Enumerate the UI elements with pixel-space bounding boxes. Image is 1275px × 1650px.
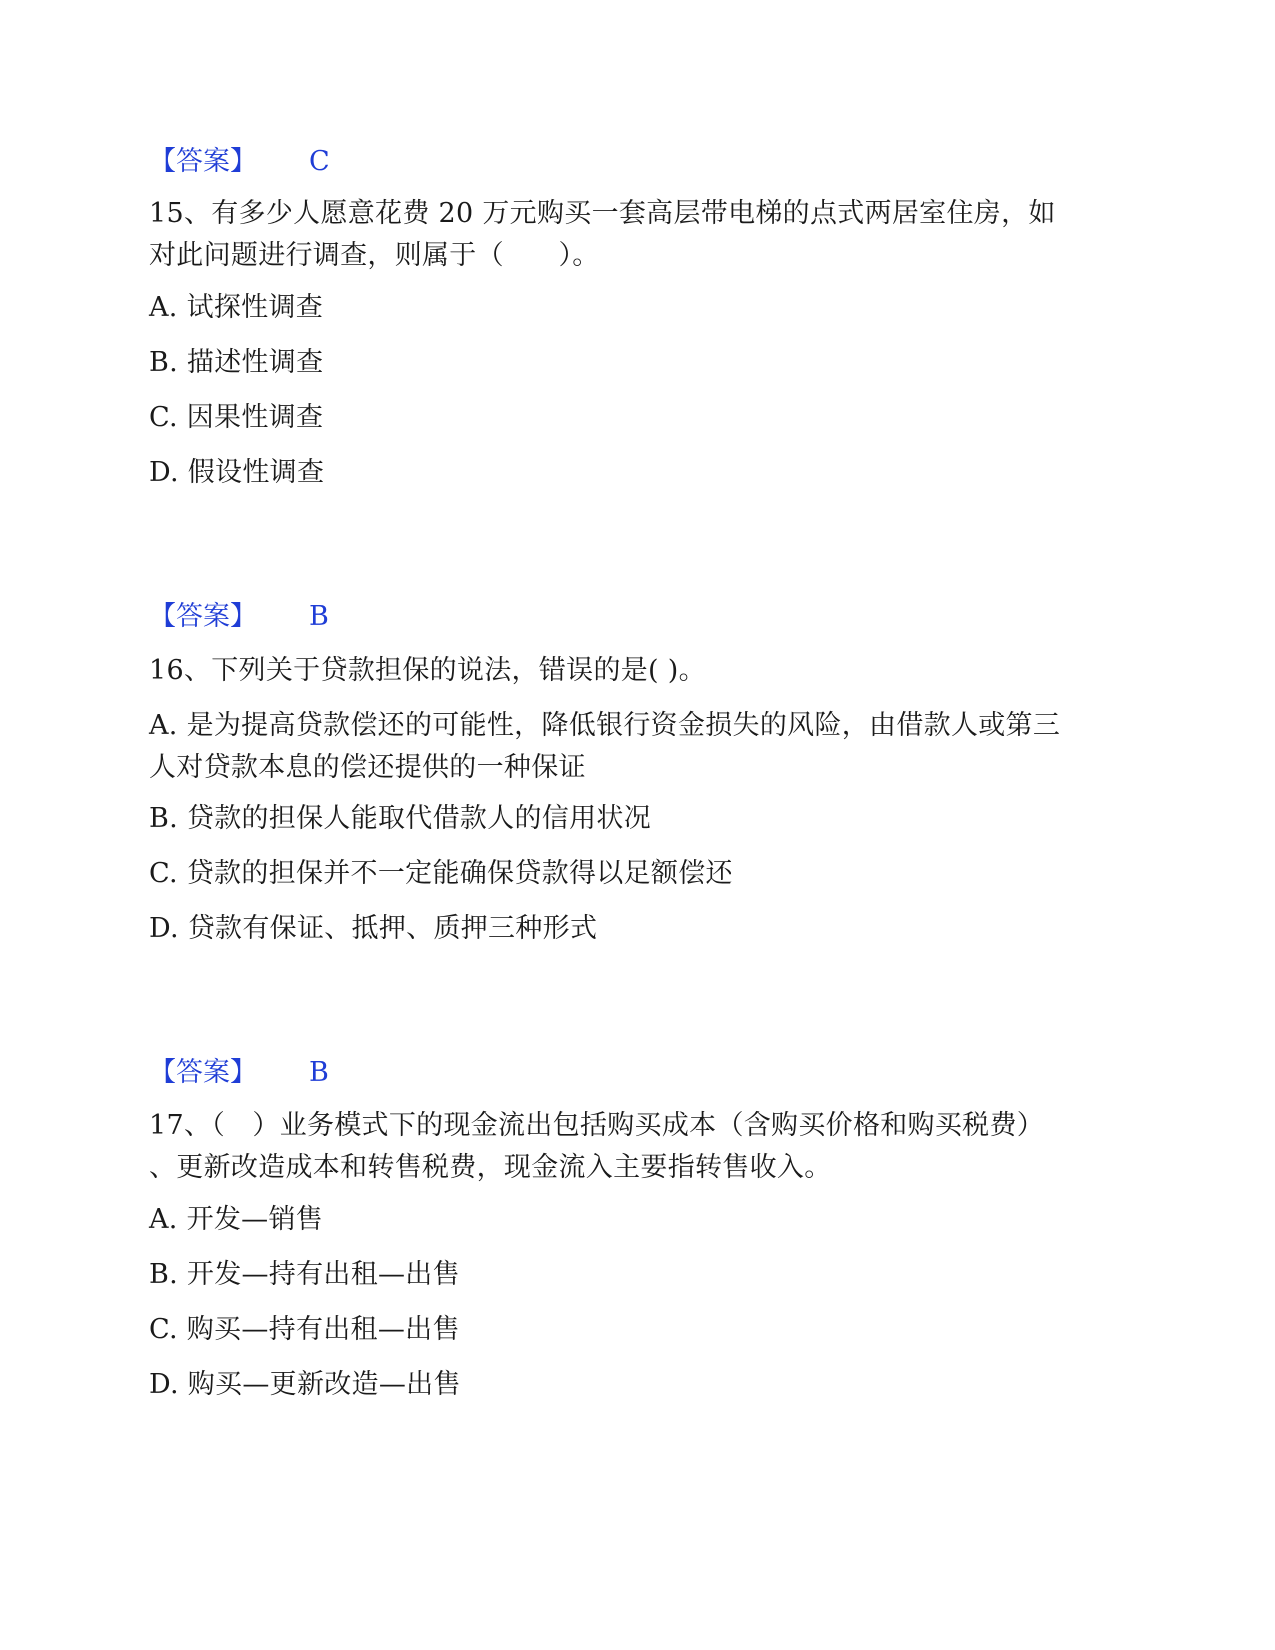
question-stem-line: 对此问题进行调查，则属于（ ）。 <box>149 240 600 271</box>
question-stem-line: 17、（ ）业务模式下的现金流出包括购买成本（含购买价格和购买税费） <box>149 1110 1045 1141</box>
answer-label: 【答案】 <box>149 601 257 632</box>
answer-line <box>149 1055 1109 1091</box>
option-a <box>149 705 1109 789</box>
option-a-line: 人对贷款本息的偿还提供的一种保证 <box>149 752 586 783</box>
question-15 <box>149 193 1109 277</box>
answer-value: B <box>309 1057 329 1088</box>
answer-value: C <box>309 146 330 177</box>
answer-label: 【答案】 <box>149 146 257 177</box>
option-c: C. 因果性调查 <box>149 402 324 433</box>
option-d: D. 假设性调查 <box>149 457 325 488</box>
question-stem-line: 、更新改造成本和转售税费，现金流入主要指转售收入。 <box>149 1152 832 1183</box>
answer-value: B <box>309 601 329 632</box>
answer-line <box>149 599 1109 635</box>
option-a-line: A. 是为提高贷款偿还的可能性，降低银行资金损失的风险，由借款人或第三 <box>149 710 1061 741</box>
option-b: B. 开发—持有出租—出售 <box>149 1259 460 1290</box>
option-a: A. 试探性调查 <box>149 292 324 323</box>
question-stem-line: 15、有多少人愿意花费 20 万元购买一套高层带电梯的点式两居室住房，如 <box>149 198 1056 229</box>
option-d: D. 贷款有保证、抵押、质押三种形式 <box>149 913 598 944</box>
option-d: D. 购买—更新改造—出售 <box>149 1369 461 1400</box>
option-c: C. 贷款的担保并不一定能确保贷款得以足额偿还 <box>149 858 733 889</box>
option-b: B. 描述性调查 <box>149 347 324 378</box>
answer-line <box>149 144 1109 180</box>
question-16-stem: 16、下列关于贷款担保的说法，错误的是( )。 <box>149 655 706 686</box>
option-a: A. 开发—销售 <box>149 1204 324 1235</box>
option-b: B. 贷款的担保人能取代借款人的信用状况 <box>149 803 652 834</box>
answer-label: 【答案】 <box>149 1057 257 1088</box>
question-17 <box>149 1105 1109 1189</box>
option-c: C. 购买—持有出租—出售 <box>149 1314 460 1345</box>
